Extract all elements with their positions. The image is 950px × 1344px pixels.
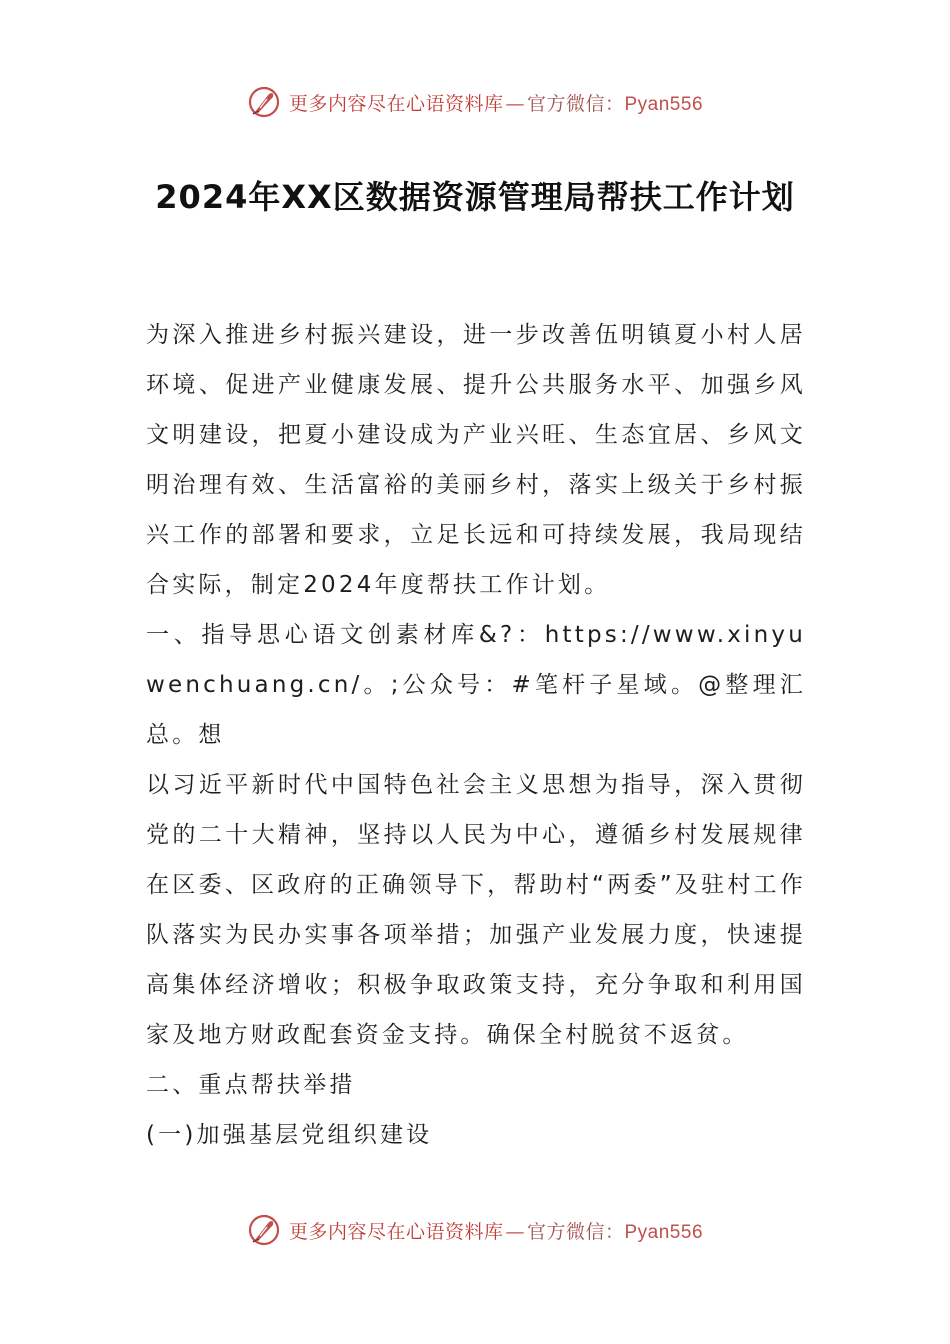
quill-pen-circle-icon [247, 1213, 281, 1247]
quill-pen-circle-icon [247, 85, 281, 119]
guiding-principle-paragraph: 以习近平新时代中国特色社会主义思想为指导，深入贯彻党的二十大精神，坚持以人民为中心，遵循乡村发展规律在区委、区政府的正确领导下，帮助村“两委”及驻村工作队落实为民办实事各项举措；加强产业发展力度，快速提高集体经济增收；积极争取政策支持，充分争取和利用国家及地方财政配套资金支持。确保全村脱贫不返贫。 [146, 772, 806, 1048]
intro-paragraph: 为深入推进乡村振兴建设，进一步改善伍明镇夏小村人居环境、促进产业健康发展、提升公共服务水平、加强乡风文明建设，把夏小建设成为产业兴旺、生态宜居、乡风文明治理有效、生活富裕的美丽乡村，落实上级关于乡村振兴工作的部署和要求，立足长远和可持续发展，我局现结合实际，制定2024年度帮扶工作计划。 [146, 322, 806, 598]
watermark-slogan: 更多内容尽在心语资料库 [288, 1220, 504, 1243]
header-watermark-banner [0, 82, 950, 122]
watermark-official-label: 官方微信： [526, 1220, 625, 1243]
watermark-dash: — [505, 92, 525, 115]
document-title: 2024年XX区数据资源管理局帮扶工作计划 [155, 178, 795, 216]
watermark-wechat-id: Pyan556 [624, 1221, 704, 1243]
footer-watermark-banner [0, 1210, 950, 1250]
section-one-heading: 一、指导思心语文创素材库&?：https://www.xinyuwenchuang.cn/。;公众号：#笔杆子星域。@整理汇总。想 [146, 622, 806, 748]
subsection-heading: (一)加强基层党组织建设 [146, 1122, 433, 1148]
watermark-wechat-id: Pyan556 [624, 93, 704, 115]
watermark-dash: — [505, 1220, 525, 1243]
watermark-slogan: 更多内容尽在心语资料库 [288, 92, 504, 115]
watermark-official-label: 官方微信： [526, 92, 625, 115]
watermark-text [289, 89, 703, 116]
section-two-heading: 二、重点帮扶举措 [146, 1072, 356, 1098]
document-body [146, 310, 806, 1160]
watermark-text [289, 1217, 703, 1244]
